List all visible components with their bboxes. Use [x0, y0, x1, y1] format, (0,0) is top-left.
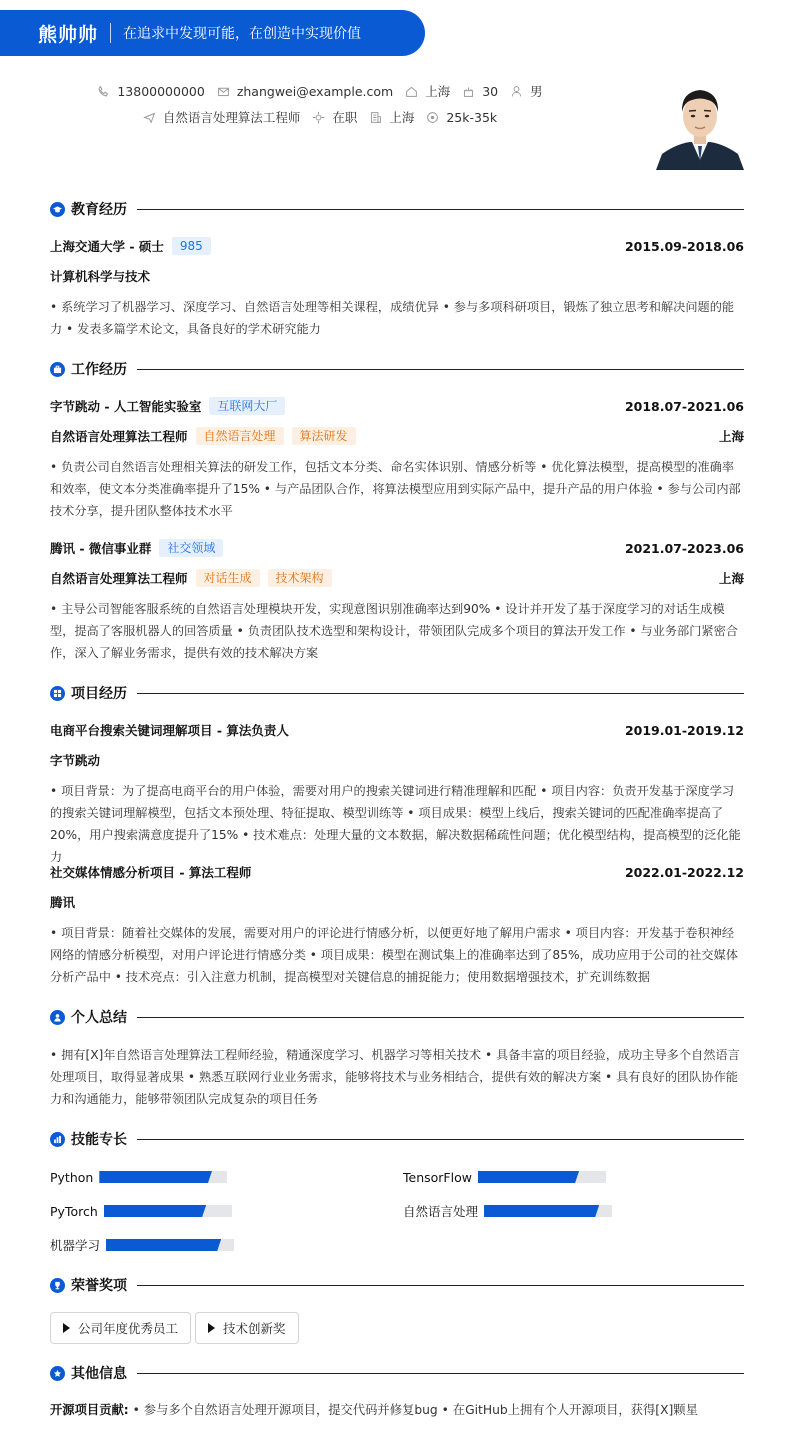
skill-name: 自然语言处理: [403, 1204, 479, 1219]
age-icon: [462, 85, 475, 98]
trophy-icon: [50, 1278, 65, 1293]
skill-name: Python: [50, 1169, 94, 1185]
other-info-text: • 参与多个自然语言处理开源项目，提交代码并修复bug • 在GitHub上拥有个人开源项目，获得[X]颗星: [132, 1403, 698, 1417]
contact-salary: 25k-35k: [426, 110, 497, 125]
contact-position: 自然语言处理算法工程师: [143, 108, 301, 126]
skill-level-bar: [484, 1205, 612, 1217]
play-icon: [208, 1323, 215, 1333]
project-description: • 项目背景：为了提高电商平台的用户体验，需要对用户的搜索关键词进行精准理解和匹配 • 项目内容：负责开发基于深度学习的搜索关键词理解模型，包括文本预处理、特征提取、模型训练等 • 项目成果：模型上线后，搜索关键词的匹配准确率提高了20%，用户搜索满意度提升了15% • 技术难点：处理大量的文本数据，解决数据稀疏性问题；优化模型结构，提高模型的泛化能力: [50, 784, 741, 864]
section-projects-header: [50, 683, 744, 703]
work-role: 自然语言处理算法工程师: [50, 429, 188, 444]
salary-icon: [426, 111, 439, 124]
gender-icon: [510, 85, 523, 98]
section-work-header: [50, 359, 744, 379]
summary-text: • 拥有[X]年自然语言处理算法工程师经验，精通深度学习、机器学习等相关技术 • 具备丰富的项目经验，成功主导多个自然语言处理项目，取得显著成果 • 熟悉互联网行业业务需求，能够将技术与业务相结合，提供有效的解决方案 • 具有良好的团队协作能力和沟通能力，能够带领团队完成复杂的项目任务: [50, 1048, 740, 1106]
user-icon: [50, 1010, 65, 1025]
graduation-cap-icon: [50, 202, 65, 217]
skill-item: [403, 1169, 606, 1185]
section-title: 教育经历: [71, 202, 127, 218]
project-org: 腾讯: [50, 895, 76, 910]
header-banner: [0, 10, 425, 56]
section-title: 项目经历: [71, 686, 127, 702]
skill-level-bar: [106, 1239, 234, 1251]
phone-icon: [97, 85, 110, 98]
education-entry-header: [50, 236, 744, 256]
education-school: 上海交通大学 - 硕士: [50, 239, 164, 254]
section-title: 荣誉奖项: [71, 1278, 127, 1294]
work-skill-tag: 技术架构: [268, 569, 332, 587]
home-icon: [405, 85, 418, 98]
banner-divider: [110, 23, 111, 43]
briefcase-icon: [50, 362, 65, 377]
mail-icon: [217, 85, 230, 98]
skill-level-bar: [104, 1205, 232, 1217]
work-company: 腾讯 - 微信事业群: [50, 541, 152, 556]
work-city: 上海: [718, 429, 744, 444]
contact-gender: 男: [510, 82, 543, 100]
project-description: • 项目背景：随着社交媒体的发展，需要对用户的评论进行情感分析，以便更好地了解用户需求 • 项目内容：开发基于卷积神经网络的情感分析模型，对用户评论进行情感分类 • 项目成果：模型在测试集上的准确率达到了85%，成功应用于公司的社交媒体分析产品中 • 技术亮点：引入注意力机制，提高模型对关键信息的捕捉能力；使用数据增强技术，扩充训练数据: [50, 926, 738, 984]
building-icon: [369, 111, 382, 124]
work-skill-tag: 自然语言处理: [196, 427, 284, 445]
project-org-row: [50, 750, 744, 770]
contact-work-city: 上海: [369, 108, 414, 126]
work-industry-tag: 社交领域: [159, 539, 223, 557]
skill-level-bar: [99, 1171, 227, 1183]
education-major: 计算机科学与技术: [50, 269, 151, 284]
section-other-header: [50, 1363, 744, 1383]
work-description: • 主导公司智能客服系统的自然语言处理模块开发，实现意图识别准确率达到90% • 设计并开发了基于深度学习的对话生成模型，提高了客服机器人的回答质量 • 负责团队技术选型和架构设计，带领团队完成多个项目的算法开发工作 • 与业务部门紧密合作，深入了解业务需求，提供有效的技术解决方案: [50, 602, 738, 660]
skill-item: [50, 1169, 227, 1185]
section-divider: [137, 1017, 744, 1018]
contact-status: 在职: [312, 108, 357, 126]
skill-item: [50, 1203, 232, 1219]
section-divider: [137, 693, 744, 694]
skill-level-fill: [106, 1239, 221, 1251]
send-icon: [143, 111, 156, 124]
section-title: 个人总结: [71, 1010, 127, 1026]
work-period: 2021.07-2023.06: [624, 540, 744, 556]
education-description: • 系统学习了机器学习、深度学习、自然语言处理等相关课程，成绩优异 • 参与多项科研项目，锻炼了独立思考和解决问题的能力 • 发表多篇学术论文，具备良好的学术研究能力: [50, 300, 735, 336]
status-icon: [312, 111, 325, 124]
skill-level-bar: [478, 1171, 606, 1183]
contact-phone: 13800000000: [97, 84, 204, 99]
section-divider: [137, 1373, 744, 1374]
work-industry-tag: 互联网大厂: [209, 397, 285, 415]
work-entry-header: [50, 538, 744, 558]
section-divider: [137, 209, 744, 210]
section-divider: [137, 1285, 744, 1286]
award-badge: [195, 1312, 299, 1344]
work-period: 2018.07-2021.06: [624, 398, 744, 414]
contact-city: 上海: [405, 82, 450, 100]
contact-line-2: [0, 107, 640, 127]
skill-level-fill: [484, 1205, 599, 1217]
contact-age: 30: [462, 84, 498, 99]
candidate-name: 熊帅帅: [38, 23, 99, 46]
work-description: • 负责公司自然语言处理相关算法的研发工作，包括文本分类、命名实体识别、情感分析等 • 优化算法模型，提高模型的准确率和效率，使文本分类准确率提升了15% • 与产品团队合作，将算法模型应用到实际产品中，提升产品的用户体验 • 参与公司内部技术分享，提升团队整体技术水平: [50, 460, 741, 518]
work-entry-header: [50, 396, 744, 416]
section-divider: [137, 1139, 744, 1140]
award-badge: [50, 1312, 191, 1344]
project-period: 2022.01-2022.12: [624, 864, 744, 880]
section-title: 技能专长: [71, 1132, 127, 1148]
grid-icon: [50, 686, 65, 701]
project-entry-header: [50, 862, 744, 882]
work-skill-tag: 算法研发: [292, 427, 356, 445]
other-info-row: [50, 1400, 698, 1420]
award-label: 公司年度优秀员工: [78, 1321, 179, 1336]
work-skill-tag: 对话生成: [196, 569, 260, 587]
skill-level-fill: [478, 1171, 579, 1183]
section-education-header: [50, 199, 744, 219]
skill-item: [403, 1203, 612, 1219]
project-org-row: [50, 892, 744, 912]
contact-email: zhangwei@example.com: [217, 84, 393, 99]
section-honors-header: [50, 1275, 744, 1295]
section-summary-header: [50, 1007, 744, 1027]
education-major-row: [50, 266, 744, 286]
skill-name: 机器学习: [50, 1238, 101, 1253]
project-period: 2019.01-2019.12: [624, 722, 744, 738]
bar-chart-icon: [50, 1132, 65, 1147]
work-role-row: [50, 568, 744, 588]
skill-name: TensorFlow: [403, 1169, 472, 1185]
skill-level-fill: [99, 1171, 212, 1183]
other-info-label: 开源项目贡献:: [50, 1403, 129, 1417]
work-city: 上海: [718, 571, 744, 586]
section-title: 其他信息: [71, 1366, 127, 1382]
contact-line-1: [0, 81, 640, 101]
section-divider: [137, 369, 744, 370]
project-title: 社交媒体情感分析项目 - 算法工程师: [50, 865, 252, 880]
candidate-motto: 在追求中发现可能，在创造中实现价值: [123, 26, 362, 42]
skill-item: [50, 1237, 234, 1253]
award-label: 技术创新奖: [223, 1321, 286, 1336]
skill-name: PyTorch: [50, 1203, 98, 1219]
work-role-row: [50, 426, 744, 446]
project-org: 字节跳动: [50, 753, 101, 768]
section-title: 工作经历: [71, 362, 127, 378]
profile-photo: [656, 80, 744, 170]
project-entry-header: [50, 720, 744, 740]
work-company: 字节跳动 - 人工智能实验室: [50, 399, 202, 414]
section-skills-header: [50, 1129, 744, 1149]
skill-level-fill: [104, 1205, 206, 1217]
education-period: 2015.09-2018.06: [624, 238, 744, 254]
info-icon: [50, 1366, 65, 1381]
project-title: 电商平台搜索关键词理解项目 - 算法负责人: [50, 723, 289, 738]
education-tag: 985: [172, 237, 211, 255]
play-icon: [63, 1323, 70, 1333]
work-role: 自然语言处理算法工程师: [50, 571, 188, 586]
